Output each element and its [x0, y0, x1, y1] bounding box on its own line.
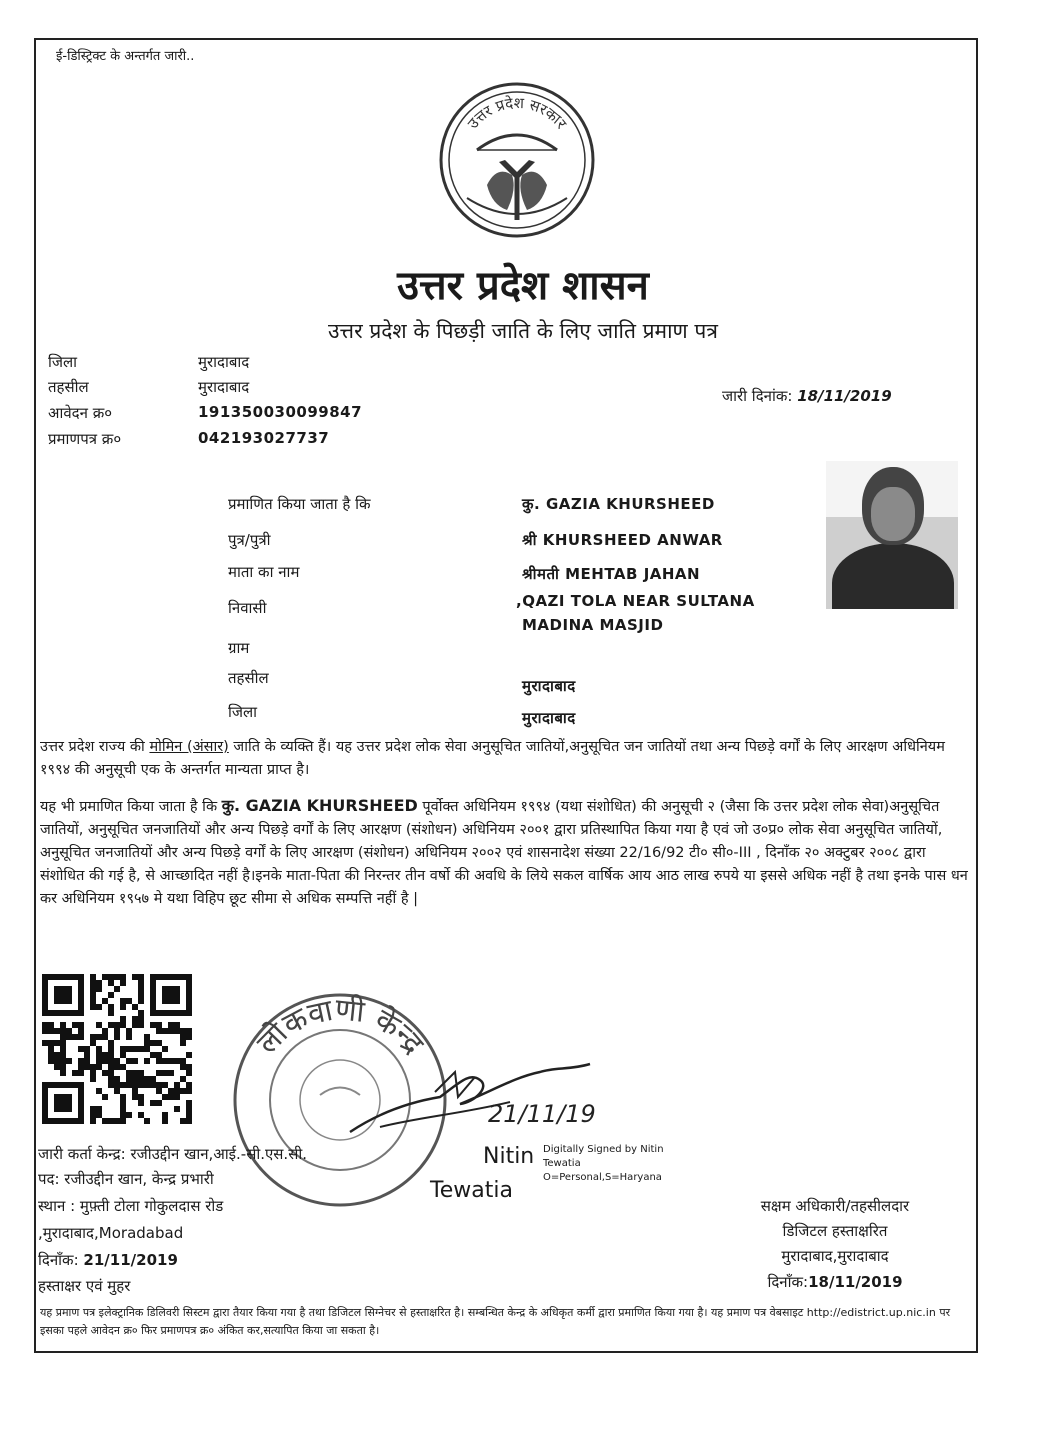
info-label-district: जिला — [48, 353, 78, 371]
signer-meta-1: Digitally Signed by Nitin — [543, 1144, 664, 1155]
authority-date — [700, 1272, 970, 1292]
authority-place: मुरादाबाद,मुरादाबाद — [781, 1247, 889, 1265]
issuer-date-label: दिनाँक: — [38, 1251, 79, 1269]
handwritten-signature — [340, 1042, 600, 1142]
certified-name: कु. GAZIA KHURSHEED — [221, 796, 418, 815]
field-label-village: ग्राम — [228, 639, 250, 657]
issuer-center: जारी कर्ता केन्द्र: रजीउद्दीन खान,आई.-सी.एस.सी. — [38, 1145, 307, 1163]
field-value-address-line1: ,QAZI TOLA NEAR SULTANA — [516, 592, 755, 610]
qr-code — [42, 974, 192, 1124]
authority-date-value: 18/11/2019 — [808, 1273, 903, 1291]
up-government-emblem — [437, 80, 597, 240]
signer-first-name: Nitin — [483, 1144, 535, 1169]
info-label-application-no: आवेदन क्र० — [48, 404, 113, 422]
field-label-certified: प्रमाणित किया जाता है कि — [228, 495, 371, 513]
caste-paragraph-pre: उत्तर प्रदेश राज्य की — [40, 739, 150, 755]
certification-paragraph-pre: यह भी प्रमाणित किया जाता है कि — [40, 799, 222, 815]
field-value-mother: श्रीमती MEHTAB JAHAN — [522, 565, 701, 583]
certificate-subtitle: उत्तर प्रदेश के पिछड़ी जाति के लिए जाति प्रमाण पत्र — [328, 319, 718, 343]
issuer-date — [38, 1250, 178, 1270]
issuer-designation: पद: रजीउद्दीन खान, केन्द्र प्रभारी — [38, 1170, 214, 1188]
caste-paragraph — [40, 736, 970, 782]
authority-title: सक्षम अधिकारी/तहसीलदार — [760, 1197, 910, 1215]
field-label-son-daughter: पुत्र/पुत्री — [228, 531, 271, 549]
verification-footnote: यह प्रमाण पत्र इलेक्ट्रानिक डिलिवरी सिस्टम द्वारा तैयार किया गया है तथा डिजिटल सिग्नेचर से हस्ताक्षरित है। सम्बन्धित केन्द्र के अधिकृत कर्मी द्वारा प्रमाणित किया गया है। यह प्रमाण पत्र वेबसाइट http://edistrict.up.nic.in पर इसका पहले आवेदन क्र० फिर प्रमाणपत्र क्र० अंकित कर,सत्यापित किया जा सकता है। — [40, 1306, 951, 1337]
field-value-father: श्री KHURSHEED ANWAR — [522, 531, 723, 549]
authority-date-label: दिनाँक: — [767, 1273, 809, 1291]
applicant-photo — [826, 461, 958, 609]
certification-paragraph — [40, 794, 970, 911]
issue-date-value: 18/11/2019 — [797, 387, 892, 405]
issuer-date-value: 21/11/2019 — [83, 1251, 178, 1269]
caste-paragraph-post: जाति के व्यक्ति हैं। यह उत्तर प्रदेश लोक सेवा अनुसूचित जातियों,अनुसूचित जन जातियों तथा अन्य पिछड़े वर्गों के लिए आरक्षण अधिनियम १९९४ की अनुसूची एक के अन्तर्गत मान्यता प्राप्त है। — [40, 739, 945, 778]
info-label-tehsil: तहसील — [48, 378, 89, 396]
caste-name: मोमिन (अंसार) — [149, 739, 229, 755]
info-value-tehsil: मुरादाबाद — [198, 378, 250, 396]
signer-meta-2: Tewatia — [543, 1158, 581, 1169]
signer-meta-3: O=Personal,S=Haryana — [543, 1172, 662, 1183]
digital-signature-info — [543, 1143, 664, 1185]
authority-digital: डिजिटल हस्ताक्षरित — [782, 1222, 888, 1240]
field-label-tehsil: तहसील — [228, 669, 269, 687]
government-title: उत्तर प्रदेश शासन — [397, 263, 649, 309]
field-label-district: जिला — [228, 703, 258, 721]
svg-text:उत्तर प्रदेश सरकार — [464, 94, 571, 133]
field-value-district: मुरादाबाद — [522, 709, 576, 727]
field-value-tehsil: मुरादाबाद — [522, 677, 576, 695]
field-value-name: कु. GAZIA KHURSHEED — [522, 495, 715, 513]
signer-last-name: Tewatia — [430, 1178, 513, 1203]
issuer-location: स्थान : मुफ़्ती टोला गोकुलदास रोड — [38, 1197, 224, 1215]
info-value-district: मुरादाबाद — [198, 353, 250, 371]
field-label-mother: माता का नाम — [228, 563, 300, 581]
field-label-resident: निवासी — [228, 599, 267, 617]
emblem-text: उत्तर प्रदेश सरकार — [463, 93, 571, 133]
certification-paragraph-post: पूर्वोक्त अधिनियम १९९४ (यथा संशोधित) की अनुसूची २ (जैसा कि उत्तर प्रदेश लोक सेवा)अनुसूचित जातियों, अनुसूचित जनजातियों और अन्य पिछड़े वर्गों के लिए आरक्षण (संशोधन) अधिनियम २००१ द्वारा प्रतिस्थापित किया गया है एवं जो उ०प्र० लोक सेवा अनुसूचित जातियों, अनुसूचित जनजातियों और अन्य पिछड़े वर्गों के लिए आरक्षण (संशोधन) अधिनियम २००२ एवं शासनादेश संख्या 22/16/92 टी० सी०-III , दिनाँक २० अक्टुबर २००८ द्वारा संशोधित की गई है, से आच्छादित नहीं है।इनके माता-पिता की निरन्तर तीन वर्षो की अवधि के लिये सकल वार्षिक आय आठ लाख रुपये या इससे अधिक नहीं है तथा इनके पास धन कर अधिनियम १९५७ मे यथा विहिप छूट सीमा से अधिक सम्पत्ति नहीं है | — [40, 799, 968, 907]
info-value-application-no: 191350030099847 — [198, 403, 363, 421]
edistrict-note: ई-डिस्ट्रिक्ट के अन्तर्गत जारी.. — [56, 49, 195, 64]
info-value-certificate-no: 042193027737 — [198, 429, 330, 447]
issuer-sign-label: हस्ताक्षर एवं मुहर — [38, 1277, 131, 1295]
handwritten-date: 21/11/19 — [488, 1100, 596, 1128]
issue-date — [722, 386, 892, 406]
stamp-text: लोकवाणी केन्द्र — [250, 992, 431, 1062]
field-value-address-line2: MADINA MASJID — [522, 616, 664, 634]
issue-date-label: जारी दिनांक: — [722, 387, 793, 405]
info-label-certificate-no: प्रमाणपत्र क्र० — [48, 430, 122, 448]
issuer-city: ,मुरादाबाद,Moradabad — [38, 1224, 184, 1242]
